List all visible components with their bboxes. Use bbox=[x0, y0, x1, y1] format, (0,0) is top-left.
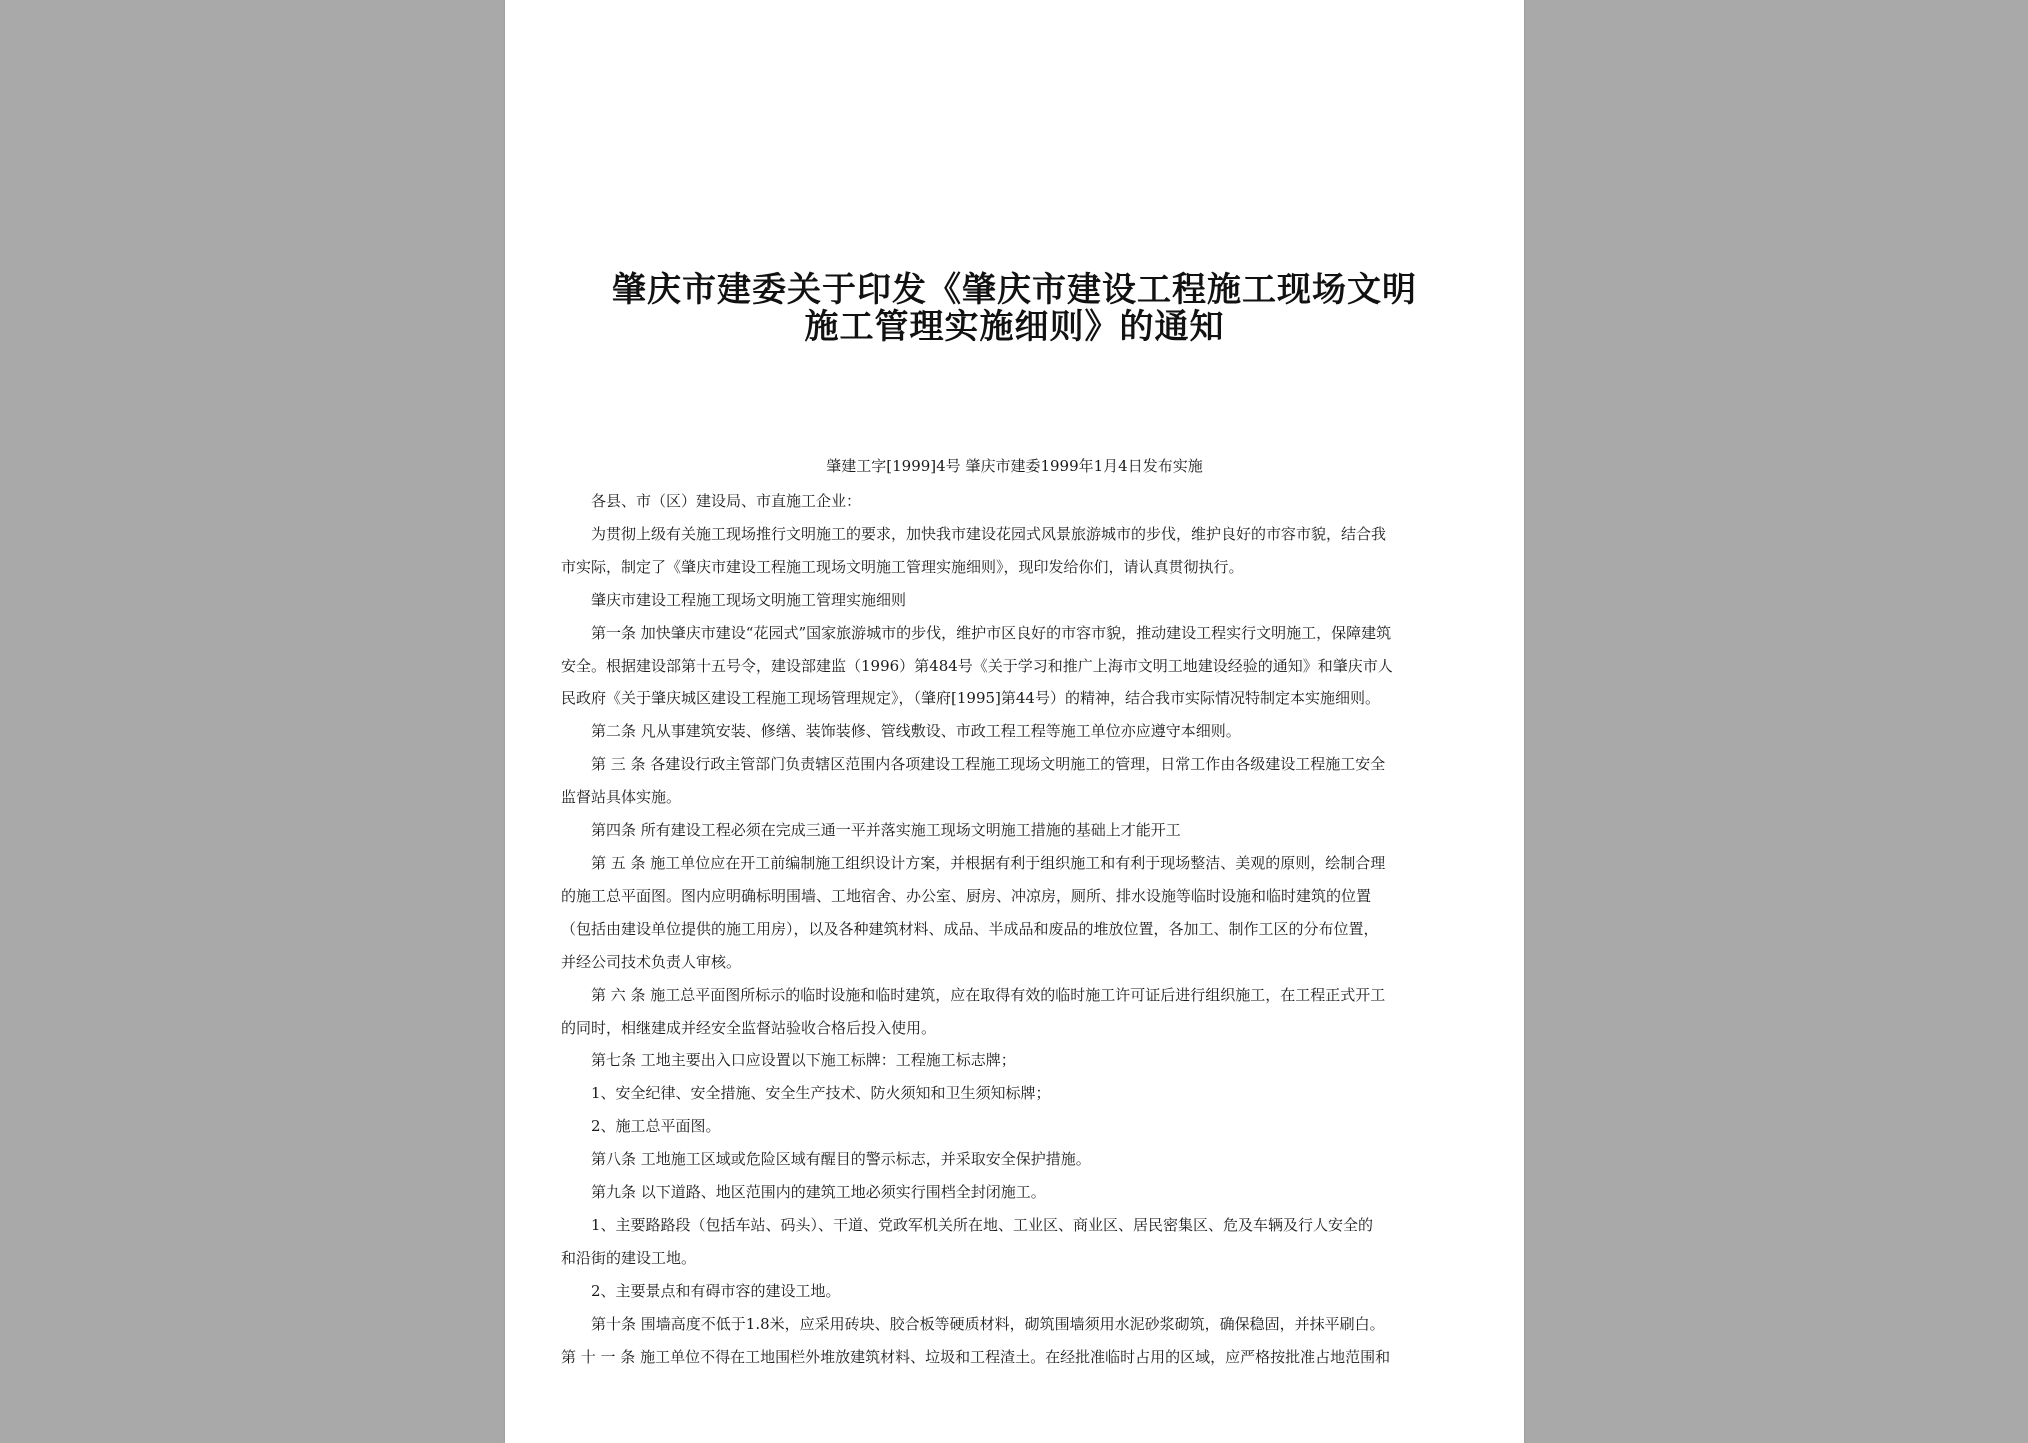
body-line: 市实际，制定了《肇庆市建设工程施工现场文明施工管理实施细则》，现印发给你们，请认真贯彻执行。 bbox=[561, 557, 1244, 576]
document-title-line-1: 肇庆市建委关于印发《肇庆市建设工程施工现场文明 bbox=[612, 270, 1417, 310]
body-line: 和沿街的建设工地。 bbox=[561, 1248, 697, 1267]
body-line: 第 十 一 条 施工单位不得在工地围栏外堆放建筑材料、垃圾和工程渣土。在经批准临时占用的区域，应严格按批准占地范围和 bbox=[561, 1347, 1391, 1366]
document-body bbox=[561, 485, 1473, 1373]
document-page bbox=[505, 0, 1524, 1443]
body-line: 民政府《关于肇庆城区建设工程施工现场管理规定》，（肇府[1995]第44号）的精神，结合我市实际情况特制定本实施细则。 bbox=[561, 689, 1380, 708]
body-line: 第四条 所有建设工程必须在完成三通一平并落实施工现场文明施工措施的基础上才能开工 bbox=[591, 821, 1181, 840]
document-number: 肇建工字[1999]4号 肇庆市建委1999年1月4日发布实施 bbox=[826, 457, 1203, 475]
body-line: 第十条 围墙高度不低于1.8米，应采用砖块、胶合板等硬质材料，砌筑围墙须用水泥砂浆砌筑，确保稳固，并抹平刷白。 bbox=[591, 1314, 1385, 1333]
body-line: 2、主要景点和有碍市容的建设工地。 bbox=[591, 1281, 841, 1300]
document-title-line-2: 施工管理实施细则》的通知 bbox=[804, 307, 1225, 347]
body-line: 监督站具体实施。 bbox=[561, 788, 682, 807]
body-line: 第 六 条 施工总平面图所标示的临时设施和临时建筑，应在取得有效的临时施工许可证后进行组织施工，在工程正式开工 bbox=[591, 985, 1386, 1004]
body-line: （包括由建设单位提供的施工用房），以及各种建筑材料、成品、半成品和废品的堆放位置，各加工、制作工区的分布位置， bbox=[561, 919, 1379, 938]
body-line: 1、安全纪律、安全措施、安全生产技术、防火须知和卫生须知标牌； bbox=[591, 1084, 1051, 1103]
body-line: 并经公司技术负责人审核。 bbox=[561, 952, 742, 971]
body-line: 第九条 以下道路、地区范围内的建筑工地必须实行围档全封闭施工。 bbox=[591, 1183, 1046, 1202]
body-line: 第七条 工地主要出入口应设置以下施工标牌：工程施工标志牌； bbox=[591, 1051, 1016, 1070]
body-line: 第 三 条 各建设行政主管部门负责辖区范围内各项建设工程施工现场文明施工的管理，日常工作由各级建设工程施工安全 bbox=[591, 755, 1386, 774]
body-line: 1、主要路路段（包括车站、码头）、干道、党政军机关所在地、工业区、商业区、居民密集区、危及车辆及行人安全的 bbox=[591, 1215, 1374, 1234]
body-line: 安全。根据建设部第十五号令，建设部建监（1996）第484号《关于学习和推广上海市文明工地建设经验的通知》和肇庆市人 bbox=[561, 656, 1393, 675]
body-line: 肇庆市建设工程施工现场文明施工管理实施细则 bbox=[591, 590, 907, 609]
body-line: 第一条 加快肇庆市建设“花园式”国家旅游城市的步伐，维护市区良好的市容市貌，推动建设工程实行文明施工，保障建筑 bbox=[591, 623, 1392, 642]
body-line: 的同时，相继建成并经安全监督站验收合格后投入使用。 bbox=[561, 1018, 937, 1037]
body-line: 各县、市（区）建设局、市直施工企业： bbox=[591, 492, 862, 510]
body-line: 的施工总平面图。图内应明确标明围墙、工地宿舍、办公室、厨房、冲凉房，厕所、排水设施等临时设施和临时建筑的位置 bbox=[561, 886, 1372, 905]
body-line: 第 五 条 施工单位应在开工前编制施工组织设计方案，并根据有利于组织施工和有利于现场整洁、美观的原则，绘制合理 bbox=[591, 853, 1386, 872]
body-line: 2、施工总平面图。 bbox=[591, 1117, 721, 1136]
body-line: 为贯彻上级有关施工现场推行文明施工的要求，加快我市建设花园式风景旅游城市的步伐，维护良好的市容市貌，结合我 bbox=[591, 524, 1387, 543]
body-line: 第二条 凡从事建筑安装、修缮、装饰装修、管线敷设、市政工程工程等施工单位亦应遵守本细则。 bbox=[591, 722, 1241, 741]
body-line: 第八条 工地施工区域或危险区域有醒目的警示标志，并采取安全保护措施。 bbox=[591, 1150, 1091, 1169]
